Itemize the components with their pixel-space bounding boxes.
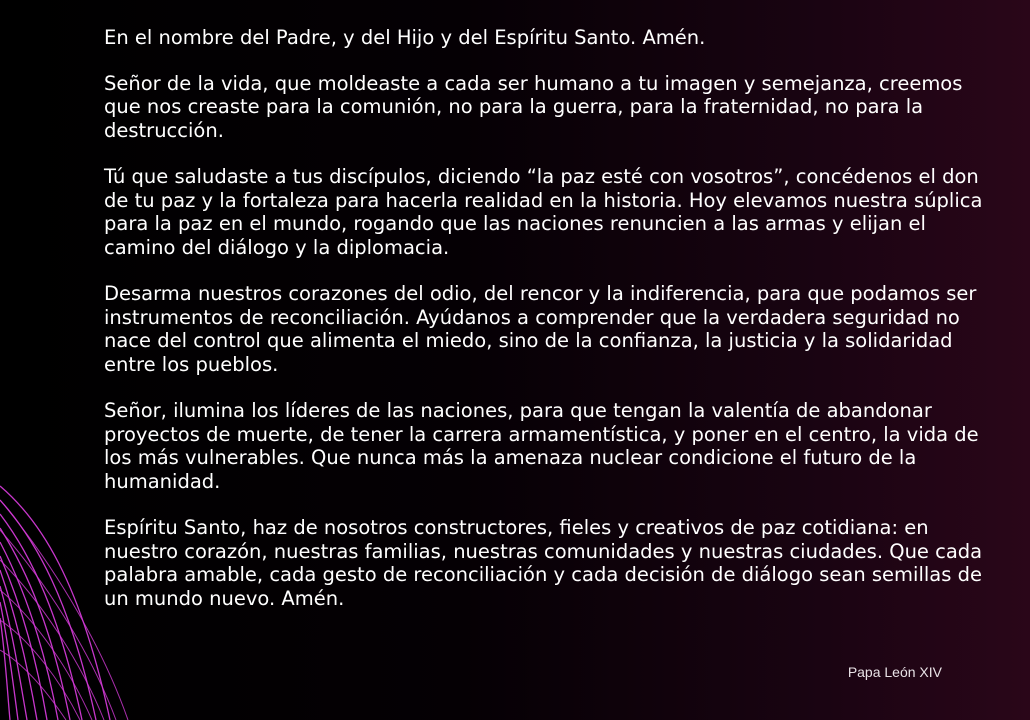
prayer-paragraph-3: Tú que saludaste a tus discípulos, diciendo “la paz esté con vosotros”, concédenos el don de tu paz y la fortaleza para hacerla realidad en la historia. Hoy elevamos nuestra súplica para la paz en el mundo, rogando que las naciones renuncien a las armas y elijan el camino del diálogo y la diplomacia. xyxy=(104,165,983,259)
prayer-paragraph-4: Desarma nuestros corazones del odio, del rencor y la indiferencia, para que podamos ser instrumentos de reconciliación. Ayúdanos a comprender que la verdadera seguridad no nace del control que alimenta el miedo, sino de la confianza, la justicia y la solidaridad entre los pueblos. xyxy=(104,282,977,376)
prayer-paragraph-2: Señor de la vida, que moldeaste a cada ser humano a tu imagen y semejanza, creemos que nos creaste para la comunión, no para la guerra, para la fraternidad, no para la destrucción. xyxy=(104,71,963,142)
prayer-text xyxy=(104,26,984,633)
prayer-paragraph-6: Espíritu Santo, haz de nosotros constructores, fieles y creativos de paz cotidiana: en nuestro corazón, nuestras familias, nuestras comunidades y nuestras ciudades. Que cada palabra amable, cada gesto de reconciliación y cada decisión de diálogo sean semillas de un mundo nuevo. Amén. xyxy=(104,516,983,610)
signature: Papa León XIV xyxy=(847,664,942,680)
prayer-paragraph-5: Señor, ilumina los líderes de las naciones, para que tengan la valentía de abandonar proyectos de muerte, de tener la carrera armamentística, y poner en el centro, la vida de los más vulnerables. Que nunca más la amenaza nuclear condicione el futuro de la humanidad. xyxy=(104,399,979,493)
prayer-paragraph-1: En el nombre del Padre, y del Hijo y del Espíritu Santo. Amén. xyxy=(104,26,706,49)
